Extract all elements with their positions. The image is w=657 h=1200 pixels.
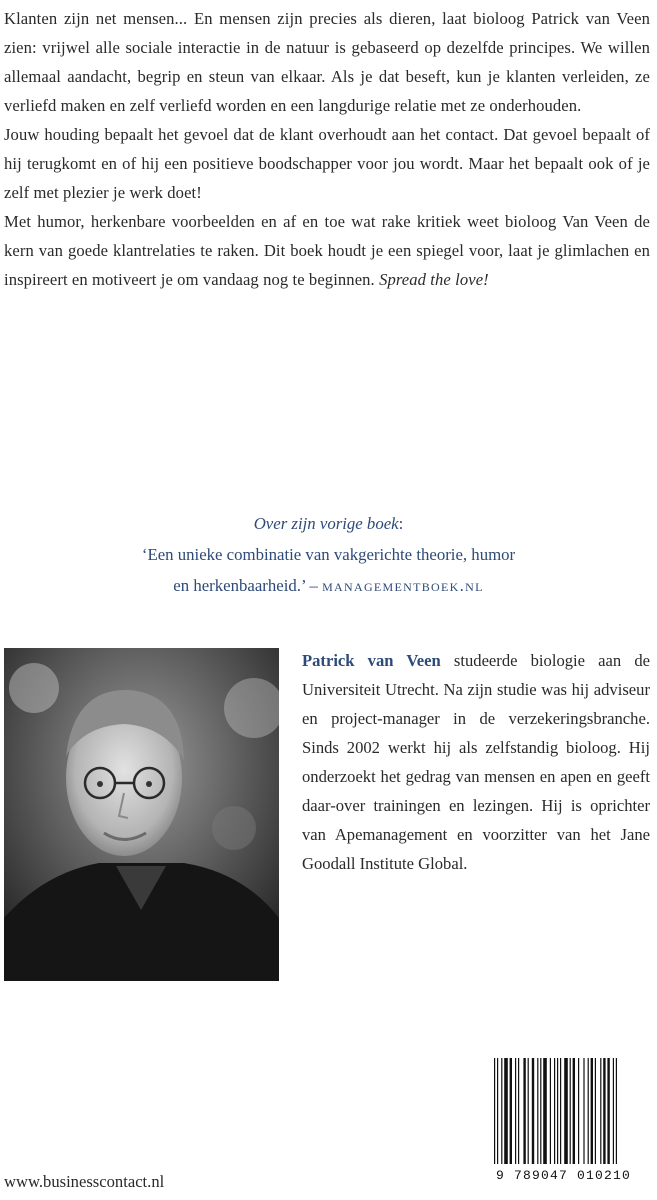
quote-line-1: ‘Een unieke combinatie van vakgerichte theorie, humor xyxy=(141,545,516,564)
blurb-paragraph-3-text: Met humor, herkenbare voorbeelden en af en toe wat rake kritiek weet bioloog Van Veen de kern van goede klantrelaties te raken. Dit boek houdt je een spiegel voor, laat je glimlachen en inspireert en motiveert je om vandaag nog te beginnen. xyxy=(4,212,650,289)
quote-heading xyxy=(0,508,657,539)
author-bio-text: studeerde biologie aan de Universiteit Utrecht. Na zijn studie was hij adviseur en project-manager in de verzekeringsbranche. Sinds 2002 werkt hij als zelfstandig bioloog. Hij onderzoekt het gedrag van mensen en apen en geeft daar-over trainingen en lezingen. Hij is oprichter van Apemanagement en voorzitter van het Jane Goodall Institute Global. xyxy=(302,651,650,873)
blurb-paragraph-3 xyxy=(4,207,650,294)
blurb-paragraph-1: Klanten zijn net mensen... En mensen zijn precies als dieren, laat bioloog Patrick van Veen zien: vrijwel alle sociale interactie in de natuur is gebaseerd op dezelfde principes. We willen allemaal aandacht, begrip en steun van elkaar. Als je dat beseft, kun je klanten verleiden, ze verliefd maken en zelf verliefd worden en een langdurige relatie met ze onderhouden. xyxy=(4,9,650,115)
quote-source: managementboek.nl xyxy=(322,576,484,595)
isbn-number: 9 789047 010210 xyxy=(496,1168,632,1183)
publisher-website: www.businesscontact.nl xyxy=(4,1172,165,1191)
barcode-bars xyxy=(490,1058,652,1166)
author-name: Patrick van Veen xyxy=(302,651,441,670)
blurb-tagline: Spread the love! xyxy=(379,270,489,289)
quote-colon: : xyxy=(398,514,404,533)
back-cover-blurb xyxy=(4,4,650,294)
quote-line-2: en herkenbaarheid.’ – xyxy=(173,576,323,595)
author-bio xyxy=(302,646,650,878)
quote-line-2-wrap xyxy=(0,570,657,601)
author-photo xyxy=(4,648,279,981)
review-quote xyxy=(0,508,657,601)
blurb-paragraph-2: Jouw houding bepaalt het gevoel dat de klant overhoudt aan het contact. Dat gevoel bepaalt of hij terugkomt en of hij een positieve boodschapper voor jou wordt. Maar het bepaalt ook of je zelf met plezier je werk doet! xyxy=(4,125,650,202)
quote-label: Over zijn vorige boek xyxy=(253,514,399,533)
